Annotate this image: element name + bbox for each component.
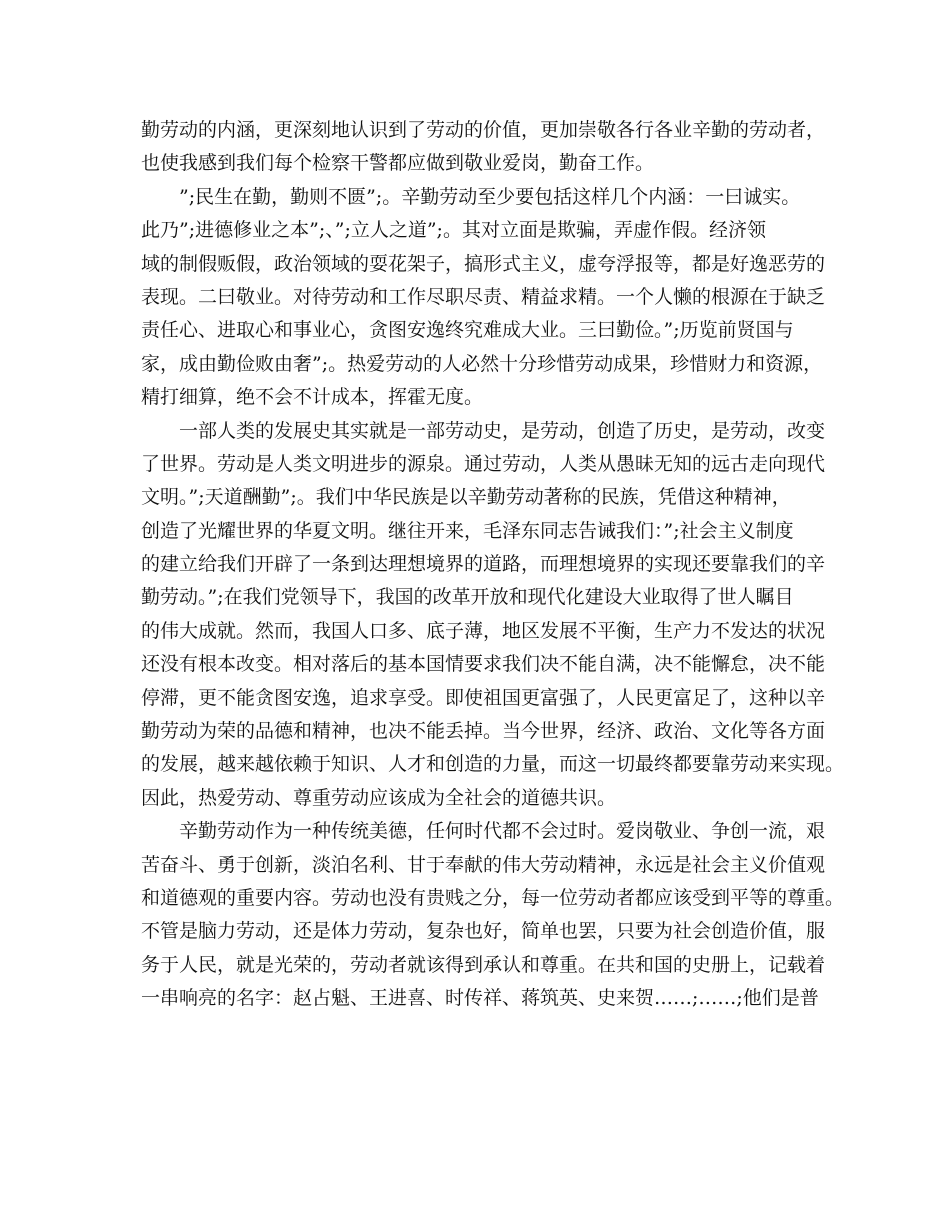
text-line: 一串响亮的名字：赵占魁、王进喜、时传祥、蒋筑英、史来贺……;……;他们是普: [141, 987, 819, 1010]
text-line: 因此，热爱劳动、尊重劳动应该成为全社会的道德共识。: [141, 786, 617, 809]
text-line: 表现。二曰敬业。对待劳动和工作尽职尽责、精益求精。一个人懒的根源在于缺乏: [141, 285, 826, 308]
text-line: 勤劳动。”;在我们党领导下，我国的改革开放和现代化建设大业取得了世人瞩目: [141, 586, 794, 609]
text-line: 务于人民，就是光荣的，劳动者就该得到承认和尊重。在共和国的史册上，记载着: [141, 953, 826, 976]
text-line: 责任心、进取心和事业心，贪图安逸终究难成大业。三曰勤俭。”;历览前贤国与: [141, 319, 794, 342]
document-body: [141, 114, 845, 1016]
text-line: 的建立给我们开辟了一条到达理想境界的道路，而理想境界的实现还要靠我们的辛: [141, 553, 826, 576]
text-line: 文明。”;天道酬勤”;。我们中华民族是以辛勤劳动著称的民族，凭借这种精神，: [141, 486, 791, 509]
text-line: 家，成由勤俭败由奢”;。热爱劳动的人必然十分珍惜劳动成果，珍惜财力和资源，: [141, 352, 823, 375]
text-line: 也使我感到我们每个检察干警都应做到敬业爱岗，勤奋工作。: [141, 152, 655, 175]
text-line: 一部人类的发展史其实就是一部劳动史，是劳动，创造了历史，是劳动，改变: [141, 419, 826, 442]
text-line: 勤劳动为荣的品德和精神，也决不能丢掉。当今世界，经济、政治、文化等各方面: [141, 720, 826, 743]
text-line: 不管是脑力劳动，还是体力劳动，复杂也好，简单也罢，只要为社会创造价值，服: [141, 920, 826, 943]
text-line: 勤劳动的内涵，更深刻地认识到了劳动的价值，更加崇敬各行各业辛勤的劳动者，: [141, 119, 826, 141]
text-line: ”;民生在勤，勤则不匮”;。辛勤劳动至少要包括这样几个内涵：一曰诚实。: [141, 185, 801, 208]
text-line: 域的制假贩假，政治领域的耍花架子，搞形式主义，虚夸浮报等，都是好逸恶劳的: [141, 252, 826, 275]
text-line: 了世界。劳动是人类文明进步的源泉。通过劳动，人类从愚昧无知的远古走向现代: [141, 452, 826, 475]
text-line: 的伟大成就。然而，我国人口多、底子薄，地区发展不平衡，生产力不发达的状况: [141, 619, 826, 642]
text-line: 辛勤劳动作为一种传统美德，任何时代都不会过时。爱岗敬业、争创一流，艰: [141, 820, 826, 843]
text-line: 还没有根本改变。相对落后的基本国情要求我们决不能自满，决不能懈怠，决不能: [141, 653, 826, 676]
text-line: 精打细算，绝不会不计成本，挥霍无度。: [141, 386, 484, 409]
text-line: 和道德观的重要内容。劳动也没有贵贱之分，每一位劳动者都应该受到平等的尊重。: [141, 886, 845, 909]
text-line: 创造了光耀世界的华夏文明。继往开来，毛泽东同志告诫我们：”;社会主义制度: [141, 519, 794, 542]
text-line: 此乃”;进德修业之本”;、”;立人之道”;。其对立面是欺骗，弄虚作假。经济领: [141, 219, 766, 242]
text-line: 的发展，越来越依赖于知识、人才和创造的力量，而这一切最终都要靠劳动来实现。: [141, 753, 845, 776]
text-line: 苦奋斗、勇于创新，淡泊名利、甘于奉献的伟大劳动精神，永远是社会主义价值观: [141, 853, 826, 876]
text-line: 停滞，更不能贪图安逸，追求享受。即使祖国更富强了，人民更富足了，这种以辛: [141, 686, 826, 709]
